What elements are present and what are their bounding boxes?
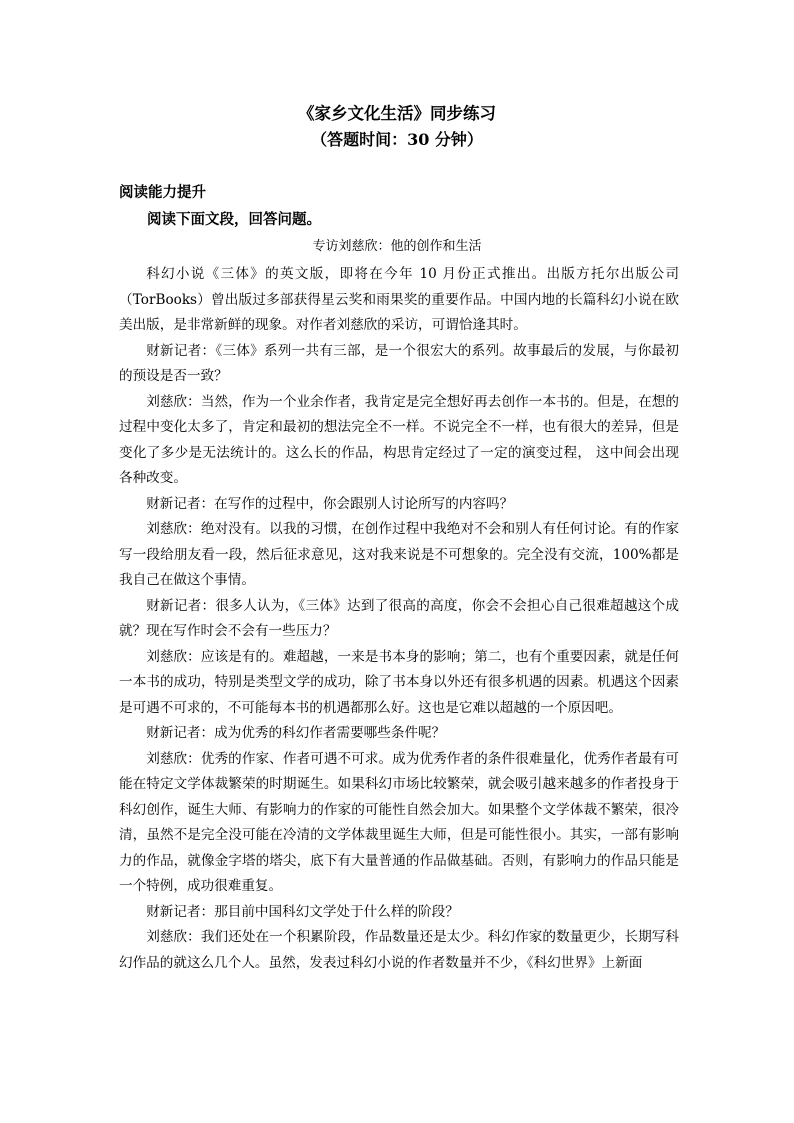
- article-paragraph: 科幻小说《三体》的英文版，即将在今年 10 月份正式推出。出版方托尔出版公司（TorBooks）曾出版过多部获得星云奖和雨果奖的重要作品。中国内地的长篇科幻小说在欧美出版，是非常新鲜的现象。对作者刘慈欣的采访，可谓恰逢其时。: [119, 266, 679, 333]
- document-subtitle: （答题时间：30 分钟）: [311, 130, 483, 149]
- article-paragraph: 财新记者：很多人认为，《三体》达到了很高的高度，你会不会担心自己很难超越这个成就？现在写作时会不会有一些压力？: [119, 597, 679, 639]
- article-paragraph: 财新记者：那目前中国科幻文学处于什么样的阶段？: [146, 903, 459, 920]
- article-paragraph: 刘慈欣：应该是有的。难超越，一来是书本身的影响；第二，也有个重要因素，就是任何一本书的成功，特别是类型文学的成功，除了书本身以外还有很多机遇的因素。机遇这个因素是可遇不可求的，不可能每本书的机遇都那么好。这也是它难以超越的一个原因吧。: [119, 648, 679, 716]
- article-paragraph: 财新记者：成为优秀的科幻作者需要哪些条件呢？: [146, 725, 446, 741]
- article-title: 专访刘慈欣：他的创作和生活: [312, 239, 482, 254]
- article-paragraph: 刘慈欣：当然，作为一个业余作者，我肯定是完全想好再去创作一本书的。但是，在想的过程中变化太多了，肯定和最初的想法完全不一样。不说完全不一样，也有很大的差异，但是变化了多少是无法统计的。这么长的作品，构思肯定经过了一定的演变过程， 这中间会出现各种改变。: [119, 393, 679, 486]
- article-paragraph: 刘慈欣：绝对没有。以我的习惯，在创作过程中我绝对不会和别人有任何讨论。有的作家写一段给朋友看一段，然后征求意见，这对我来说是不可想象的。完全没有交流，100%都是我自己在做这个事情。: [119, 521, 679, 588]
- article-body: [119, 262, 679, 976]
- article-paragraph: 财新记者：在写作的过程中，你会跟别人讨论所写的内容吗？: [146, 495, 514, 512]
- document-title: 《家乡文化生活》同步练习: [298, 104, 496, 123]
- article-paragraph: 刘慈欣：优秀的作家、作者可遇不可求。成为优秀作者的条件很难量化，优秀作者最有可能在特定文学体裁繁荣的时期诞生。如果科幻市场比较繁荣，就会吸引越来越多的作者投身于科幻创作，诞生大师、有影响力的作家的可能性自然会加大。如果整个文学体裁不繁荣，很冷清，虽然不是完全没可能在冷清的文学体裁里诞生大师，但是可能性很小。其实，一部有影响力的作品，就像金字塔的塔尖，底下有大量普通的作品做基础。否则，有影响力的作品只能是一个特例，成功很难重复。: [119, 750, 679, 894]
- section-heading: 阅读能力提升: [119, 184, 206, 201]
- article-paragraph: 刘慈欣：我们还处在一个积累阶段，作品数量还是太少。科幻作家的数量更少，长期写科幻作品的就这么几个人。虽然，发表过科幻小说的作者数量并不少，《科幻世界》上新面: [119, 929, 679, 971]
- reading-instruction: 阅读下面文段，回答问题。: [147, 211, 321, 228]
- article-paragraph: 财新记者：《三体》系列一共有三部，是一个很宏大的系列。故事最后的发展，与你最初的预设是否一致？: [119, 342, 679, 384]
